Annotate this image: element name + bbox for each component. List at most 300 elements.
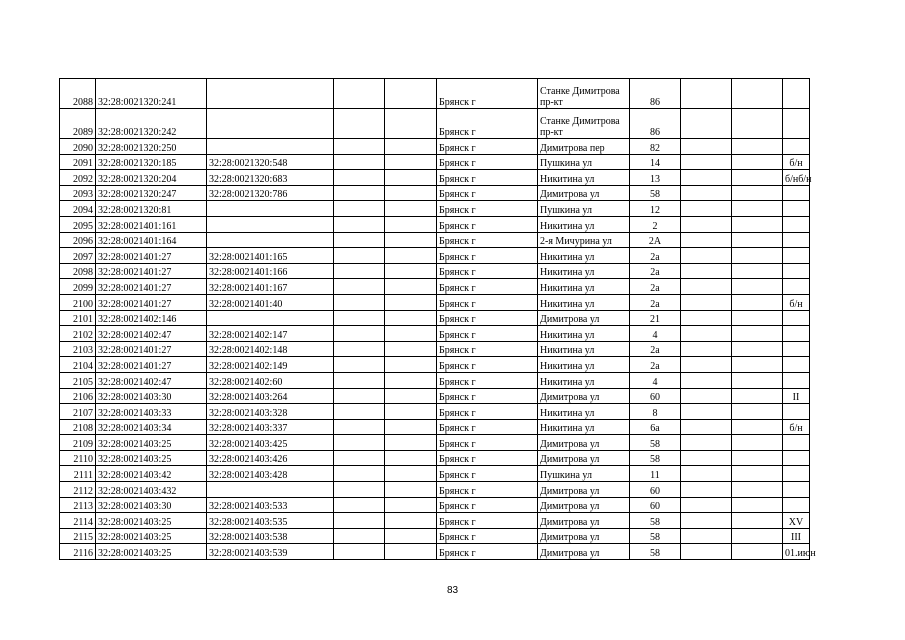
empty-cell xyxy=(334,482,385,498)
city-cell: Брянск г xyxy=(437,482,538,498)
empty-cell xyxy=(681,388,732,404)
cadastral-number-cell: 32:28:0021403:42 xyxy=(96,466,207,482)
empty-cell xyxy=(334,79,385,109)
street-cell: Димитрова пер xyxy=(538,139,630,155)
empty-cell xyxy=(681,263,732,279)
linked-cadastral-number-cell: 32:28:0021402:149 xyxy=(207,357,334,373)
cadastral-number-cell: 32:28:0021401:27 xyxy=(96,248,207,264)
table-row xyxy=(60,357,810,373)
house-number-cell: 4 xyxy=(630,326,681,342)
linked-cadastral-number-cell xyxy=(207,201,334,217)
empty-cell xyxy=(732,482,783,498)
table-row xyxy=(60,185,810,201)
table-row xyxy=(60,528,810,544)
table-row xyxy=(60,388,810,404)
empty-cell xyxy=(681,513,732,529)
note-cell: XV xyxy=(783,513,810,529)
empty-cell xyxy=(385,497,437,513)
row-number-cell: 2108 xyxy=(60,419,96,435)
empty-cell xyxy=(334,294,385,310)
city-cell: Брянск г xyxy=(437,79,538,109)
linked-cadastral-number-cell: 32:28:0021401:165 xyxy=(207,248,334,264)
row-number-cell: 2107 xyxy=(60,404,96,420)
city-cell: Брянск г xyxy=(437,326,538,342)
house-number-cell: 4 xyxy=(630,372,681,388)
table-row xyxy=(60,435,810,451)
cadastral-number-cell: 32:28:0021401:27 xyxy=(96,357,207,373)
street-cell: Никитина ул xyxy=(538,372,630,388)
table-row xyxy=(60,341,810,357)
empty-cell xyxy=(334,201,385,217)
row-number-cell: 2092 xyxy=(60,170,96,186)
city-cell: Брянск г xyxy=(437,419,538,435)
house-number-cell: 82 xyxy=(630,139,681,155)
linked-cadastral-number-cell: 32:28:0021402:147 xyxy=(207,326,334,342)
empty-cell xyxy=(385,466,437,482)
linked-cadastral-number-cell: 32:28:0021403:539 xyxy=(207,544,334,560)
linked-cadastral-number-cell: 32:28:0021402:60 xyxy=(207,372,334,388)
linked-cadastral-number-cell xyxy=(207,139,334,155)
city-cell: Брянск г xyxy=(437,248,538,264)
note-cell xyxy=(783,435,810,451)
empty-cell xyxy=(681,139,732,155)
cadastral-number-cell: 32:28:0021320:81 xyxy=(96,201,207,217)
empty-cell xyxy=(385,310,437,326)
empty-cell xyxy=(732,139,783,155)
row-number-cell: 2088 xyxy=(60,79,96,109)
cadastral-number-cell: 32:28:0021403:25 xyxy=(96,450,207,466)
empty-cell xyxy=(385,185,437,201)
empty-cell xyxy=(732,248,783,264)
street-cell: Димитрова ул xyxy=(538,513,630,529)
empty-cell xyxy=(385,263,437,279)
city-cell: Брянск г xyxy=(437,341,538,357)
empty-cell xyxy=(334,435,385,451)
empty-cell xyxy=(732,341,783,357)
cadastral-number-cell: 32:28:0021403:33 xyxy=(96,404,207,420)
house-number-cell: 11 xyxy=(630,466,681,482)
table-row xyxy=(60,201,810,217)
city-cell: Брянск г xyxy=(437,279,538,295)
city-cell: Брянск г xyxy=(437,201,538,217)
cadastral-number-cell: 32:28:0021403:30 xyxy=(96,388,207,404)
note-cell xyxy=(783,310,810,326)
empty-cell xyxy=(732,263,783,279)
note-cell xyxy=(783,109,810,139)
empty-cell xyxy=(681,216,732,232)
street-cell: Димитрова ул xyxy=(538,388,630,404)
empty-cell xyxy=(385,170,437,186)
house-number-cell: 21 xyxy=(630,310,681,326)
linked-cadastral-number-cell: 32:28:0021320:683 xyxy=(207,170,334,186)
empty-cell xyxy=(681,170,732,186)
empty-cell xyxy=(385,544,437,560)
row-number-cell: 2099 xyxy=(60,279,96,295)
house-number-cell: 60 xyxy=(630,497,681,513)
cadastral-number-cell: 32:28:0021401:27 xyxy=(96,263,207,279)
table-row xyxy=(60,450,810,466)
row-number-cell: 2112 xyxy=(60,482,96,498)
empty-cell xyxy=(334,170,385,186)
note-cell xyxy=(783,79,810,109)
empty-cell xyxy=(334,232,385,248)
table-row xyxy=(60,79,810,109)
cadastral-number-cell: 32:28:0021403:25 xyxy=(96,435,207,451)
cadastral-number-cell: 32:28:0021401:27 xyxy=(96,294,207,310)
empty-cell xyxy=(681,404,732,420)
empty-cell xyxy=(334,497,385,513)
street-cell: Никитина ул xyxy=(538,357,630,373)
city-cell: Брянск г xyxy=(437,310,538,326)
cadastral-number-cell: 32:28:0021403:25 xyxy=(96,544,207,560)
linked-cadastral-number-cell: 32:28:0021403:538 xyxy=(207,528,334,544)
empty-cell xyxy=(681,279,732,295)
street-cell: Станке Димитрова пр-кт xyxy=(538,79,630,109)
table-row xyxy=(60,294,810,310)
house-number-cell: 58 xyxy=(630,450,681,466)
cadastral-number-cell: 32:28:0021320:247 xyxy=(96,185,207,201)
street-cell: Никитина ул xyxy=(538,419,630,435)
linked-cadastral-number-cell: 32:28:0021320:548 xyxy=(207,154,334,170)
table-row xyxy=(60,466,810,482)
empty-cell xyxy=(385,482,437,498)
empty-cell xyxy=(385,248,437,264)
house-number-cell: 8 xyxy=(630,404,681,420)
house-number-cell: 60 xyxy=(630,388,681,404)
note-cell xyxy=(783,466,810,482)
note-cell xyxy=(783,201,810,217)
empty-cell xyxy=(334,513,385,529)
cadastral-number-cell: 32:28:0021401:27 xyxy=(96,279,207,295)
empty-cell xyxy=(681,419,732,435)
empty-cell xyxy=(334,109,385,139)
street-cell: Пушкина ул xyxy=(538,466,630,482)
empty-cell xyxy=(732,357,783,373)
empty-cell xyxy=(334,216,385,232)
empty-cell xyxy=(681,482,732,498)
house-number-cell: 58 xyxy=(630,185,681,201)
city-cell: Брянск г xyxy=(437,357,538,373)
row-number-cell: 2098 xyxy=(60,263,96,279)
table-row xyxy=(60,544,810,560)
row-number-cell: 2116 xyxy=(60,544,96,560)
linked-cadastral-number-cell: 32:28:0021401:40 xyxy=(207,294,334,310)
empty-cell xyxy=(732,528,783,544)
table-row xyxy=(60,139,810,155)
row-number-cell: 2106 xyxy=(60,388,96,404)
empty-cell xyxy=(732,497,783,513)
table-body xyxy=(60,79,816,560)
street-cell: Никитина ул xyxy=(538,326,630,342)
row-number-cell: 2100 xyxy=(60,294,96,310)
empty-cell xyxy=(334,404,385,420)
empty-cell xyxy=(732,310,783,326)
house-number-cell: 58 xyxy=(630,528,681,544)
street-cell: Никитина ул xyxy=(538,248,630,264)
cadastral-number-cell: 32:28:0021402:47 xyxy=(96,326,207,342)
linked-cadastral-number-cell xyxy=(207,310,334,326)
house-number-cell: 60 xyxy=(630,482,681,498)
empty-cell xyxy=(334,372,385,388)
city-cell: Брянск г xyxy=(437,404,538,420)
empty-cell xyxy=(681,248,732,264)
empty-cell xyxy=(385,372,437,388)
city-cell: Брянск г xyxy=(437,388,538,404)
empty-cell xyxy=(732,154,783,170)
table-row xyxy=(60,310,810,326)
empty-cell xyxy=(385,357,437,373)
table-row xyxy=(60,404,810,420)
cadastral-number-cell: 32:28:0021320:250 xyxy=(96,139,207,155)
note-cell xyxy=(783,341,810,357)
street-cell: Димитрова ул xyxy=(538,450,630,466)
cadastral-number-cell: 32:28:0021403:34 xyxy=(96,419,207,435)
house-number-cell: 12 xyxy=(630,201,681,217)
street-cell: Никитина ул xyxy=(538,341,630,357)
street-cell: Пушкина ул xyxy=(538,201,630,217)
house-number-cell: 6а xyxy=(630,419,681,435)
empty-cell xyxy=(385,513,437,529)
empty-cell xyxy=(681,185,732,201)
empty-cell xyxy=(681,201,732,217)
house-number-cell: 2а xyxy=(630,294,681,310)
empty-cell xyxy=(681,310,732,326)
house-number-cell: 2а xyxy=(630,248,681,264)
linked-cadastral-number-cell: 32:28:0021403:533 xyxy=(207,497,334,513)
cadastral-number-cell: 32:28:0021403:432 xyxy=(96,482,207,498)
table-row xyxy=(60,513,810,529)
empty-cell xyxy=(334,450,385,466)
street-cell: Димитрова ул xyxy=(538,544,630,560)
street-cell: Димитрова ул xyxy=(538,435,630,451)
empty-cell xyxy=(385,79,437,109)
empty-cell xyxy=(681,232,732,248)
empty-cell xyxy=(385,326,437,342)
street-cell: Никитина ул xyxy=(538,404,630,420)
empty-cell xyxy=(385,154,437,170)
city-cell: Брянск г xyxy=(437,528,538,544)
house-number-cell: 2а xyxy=(630,263,681,279)
table-row xyxy=(60,419,810,435)
note-cell xyxy=(783,450,810,466)
empty-cell xyxy=(732,109,783,139)
street-cell: Пушкина ул xyxy=(538,154,630,170)
note-cell xyxy=(783,216,810,232)
empty-cell xyxy=(334,326,385,342)
row-number-cell: 2113 xyxy=(60,497,96,513)
row-number-cell: 2105 xyxy=(60,372,96,388)
cadastral-number-cell: 32:28:0021402:146 xyxy=(96,310,207,326)
empty-cell xyxy=(681,544,732,560)
table-row xyxy=(60,497,810,513)
empty-cell xyxy=(681,497,732,513)
street-cell: Никитина ул xyxy=(538,263,630,279)
cadastral-number-cell: 32:28:0021320:185 xyxy=(96,154,207,170)
linked-cadastral-number-cell: 32:28:0021403:328 xyxy=(207,404,334,420)
house-number-cell: 86 xyxy=(630,79,681,109)
empty-cell xyxy=(385,216,437,232)
note-cell: II xyxy=(783,388,810,404)
row-number-cell: 2115 xyxy=(60,528,96,544)
city-cell: Брянск г xyxy=(437,139,538,155)
note-cell xyxy=(783,357,810,373)
linked-cadastral-number-cell xyxy=(207,109,334,139)
empty-cell xyxy=(334,139,385,155)
note-cell: 01.июн xyxy=(783,544,810,560)
linked-cadastral-number-cell: 32:28:0021403:535 xyxy=(207,513,334,529)
table-row xyxy=(60,482,810,498)
empty-cell xyxy=(681,294,732,310)
empty-cell xyxy=(385,388,437,404)
empty-cell xyxy=(334,466,385,482)
city-cell: Брянск г xyxy=(437,232,538,248)
cadastral-number-cell: 32:28:0021401:27 xyxy=(96,341,207,357)
city-cell: Брянск г xyxy=(437,294,538,310)
empty-cell xyxy=(681,341,732,357)
row-number-cell: 2104 xyxy=(60,357,96,373)
street-cell: Никитина ул xyxy=(538,279,630,295)
row-number-cell: 2101 xyxy=(60,310,96,326)
cadastral-number-cell: 32:28:0021320:204 xyxy=(96,170,207,186)
empty-cell xyxy=(681,372,732,388)
house-number-cell: 86 xyxy=(630,109,681,139)
note-cell: III xyxy=(783,528,810,544)
note-cell: б/н xyxy=(783,419,810,435)
empty-cell xyxy=(334,357,385,373)
linked-cadastral-number-cell xyxy=(207,79,334,109)
table-row xyxy=(60,279,810,295)
city-cell: Брянск г xyxy=(437,544,538,560)
empty-cell xyxy=(334,341,385,357)
house-number-cell: 58 xyxy=(630,435,681,451)
empty-cell xyxy=(732,294,783,310)
row-number-cell: 2097 xyxy=(60,248,96,264)
cadastral-number-cell: 32:28:0021403:25 xyxy=(96,528,207,544)
empty-cell xyxy=(681,450,732,466)
empty-cell xyxy=(385,232,437,248)
street-cell: Димитрова ул xyxy=(538,310,630,326)
cadastral-number-cell: 32:28:0021320:241 xyxy=(96,79,207,109)
empty-cell xyxy=(385,139,437,155)
row-number-cell: 2109 xyxy=(60,435,96,451)
street-cell: Никитина ул xyxy=(538,170,630,186)
linked-cadastral-number-cell: 32:28:0021403:337 xyxy=(207,419,334,435)
linked-cadastral-number-cell: 32:28:0021401:167 xyxy=(207,279,334,295)
row-number-cell: 2102 xyxy=(60,326,96,342)
empty-cell xyxy=(732,513,783,529)
city-cell: Брянск г xyxy=(437,109,538,139)
city-cell: Брянск г xyxy=(437,513,538,529)
street-cell: Димитрова ул xyxy=(538,482,630,498)
empty-cell xyxy=(732,201,783,217)
empty-cell xyxy=(681,357,732,373)
linked-cadastral-number-cell: 32:28:0021403:264 xyxy=(207,388,334,404)
city-cell: Брянск г xyxy=(437,185,538,201)
empty-cell xyxy=(334,544,385,560)
street-cell: Димитрова ул xyxy=(538,185,630,201)
table-row xyxy=(60,372,810,388)
city-cell: Брянск г xyxy=(437,450,538,466)
note-cell xyxy=(783,404,810,420)
empty-cell xyxy=(385,419,437,435)
linked-cadastral-number-cell xyxy=(207,216,334,232)
table-row xyxy=(60,263,810,279)
empty-cell xyxy=(385,279,437,295)
empty-cell xyxy=(681,466,732,482)
street-cell: Никитина ул xyxy=(538,294,630,310)
empty-cell xyxy=(732,544,783,560)
page-number: 83 xyxy=(446,585,459,596)
empty-cell xyxy=(732,185,783,201)
note-cell xyxy=(783,497,810,513)
property-register-table xyxy=(59,78,816,560)
empty-cell xyxy=(732,170,783,186)
street-cell: Никитина ул xyxy=(538,216,630,232)
empty-cell xyxy=(732,450,783,466)
house-number-cell: 2а xyxy=(630,357,681,373)
empty-cell xyxy=(681,154,732,170)
empty-cell xyxy=(732,466,783,482)
empty-cell xyxy=(385,435,437,451)
empty-cell xyxy=(681,109,732,139)
linked-cadastral-number-cell: 32:28:0021403:426 xyxy=(207,450,334,466)
empty-cell xyxy=(681,435,732,451)
empty-cell xyxy=(732,216,783,232)
empty-cell xyxy=(732,404,783,420)
empty-cell xyxy=(732,79,783,109)
note-cell: б/н xyxy=(783,154,810,170)
empty-cell xyxy=(681,79,732,109)
empty-cell xyxy=(385,294,437,310)
row-number-cell: 2089 xyxy=(60,109,96,139)
note-cell xyxy=(783,326,810,342)
street-cell: Димитрова ул xyxy=(538,528,630,544)
linked-cadastral-number-cell: 32:28:0021403:428 xyxy=(207,466,334,482)
note-cell: б/н xyxy=(783,294,810,310)
row-number-cell: 2103 xyxy=(60,341,96,357)
empty-cell xyxy=(334,279,385,295)
linked-cadastral-number-cell: 32:28:0021402:148 xyxy=(207,341,334,357)
empty-cell xyxy=(334,185,385,201)
cadastral-number-cell: 32:28:0021403:25 xyxy=(96,513,207,529)
house-number-cell: 2а xyxy=(630,341,681,357)
linked-cadastral-number-cell xyxy=(207,482,334,498)
empty-cell xyxy=(334,528,385,544)
row-number-cell: 2095 xyxy=(60,216,96,232)
house-number-cell: 2А xyxy=(630,232,681,248)
city-cell: Брянск г xyxy=(437,372,538,388)
empty-cell xyxy=(732,326,783,342)
street-cell: Станке Димитрова пр-кт xyxy=(538,109,630,139)
note-cell xyxy=(783,482,810,498)
cadastral-number-cell: 32:28:0021401:161 xyxy=(96,216,207,232)
linked-cadastral-number-cell: 32:28:0021403:425 xyxy=(207,435,334,451)
row-number-cell: 2091 xyxy=(60,154,96,170)
note-cell xyxy=(783,139,810,155)
house-number-cell: 58 xyxy=(630,544,681,560)
empty-cell xyxy=(334,154,385,170)
empty-cell xyxy=(334,248,385,264)
empty-cell xyxy=(385,404,437,420)
street-cell: Димитрова ул xyxy=(538,497,630,513)
note-cell xyxy=(783,279,810,295)
cadastral-number-cell: 32:28:0021403:30 xyxy=(96,497,207,513)
note-cell xyxy=(783,263,810,279)
table-row xyxy=(60,216,810,232)
row-number-cell: 2114 xyxy=(60,513,96,529)
row-number-cell: 2111 xyxy=(60,466,96,482)
empty-cell xyxy=(385,109,437,139)
